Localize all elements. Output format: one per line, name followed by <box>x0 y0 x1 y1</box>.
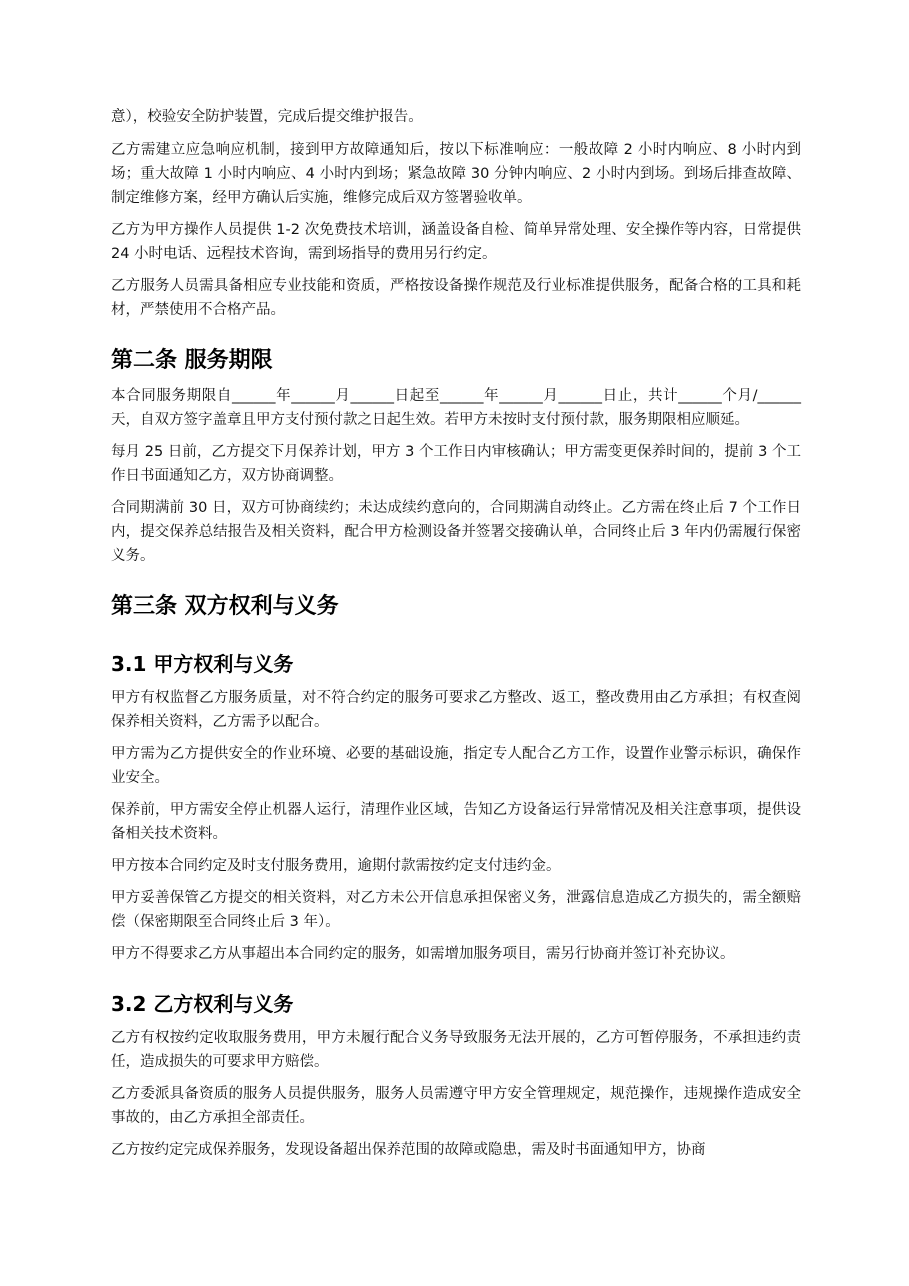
section-heading-service-term: 第二条 服务期限 <box>111 348 273 373</box>
paragraph: 合同期满前 30 日，双方可协商续约；未达成续约意向的，合同期满自动终止。乙方需在终止后 7 个工作日内，提交保养总结报告及相关资料，配合甲方检测设备并签署交接确认单，合同终止后 3 年内仍需履行保密义务。 <box>111 500 801 564</box>
paragraph: 本合同服务期限自______年______月______日起至______年______月______日止，共计______个月/______天，自双方签字盖章且甲方支付预付款之日起生效。若甲方未按时支付预付款，服务期限相应顺延。 <box>111 388 801 428</box>
paragraph: 乙方需建立应急响应机制，接到甲方故障通知后，按以下标准响应：一般故障 2 小时内响应、8 小时内到场；重大故障 1 小时内响应、4 小时内到场；紧急故障 30 分钟内响应、2 小时内到场。到场后排查故障、制定维修方案，经甲方确认后实施，维修完成后双方签署验收单。 <box>111 142 801 206</box>
section-heading-rights-obligations: 第三条 双方权利与义务 <box>111 594 339 619</box>
paragraph: 每月 25 日前，乙方提交下月保养计划，甲方 3 个工作日内审核确认；甲方需变更保养时间的，提前 3 个工作日书面通知乙方，双方协商调整。 <box>111 444 801 484</box>
paragraph: 甲方有权监督乙方服务质量，对不符合约定的服务可要求乙方整改、返工，整改费用由乙方承担；有权查阅保养相关资料，乙方需予以配合。 <box>111 690 801 730</box>
document-body <box>111 105 801 1170</box>
subsection-heading-party-b: 3.2 乙方权利与义务 <box>111 992 294 1016</box>
paragraph: 意），校验安全防护装置，完成后提交维护报告。 <box>111 109 423 125</box>
paragraph: 保养前，甲方需安全停止机器人运行，清理作业区域，告知乙方设备运行异常情况及相关注意事项，提供设备相关技术资料。 <box>111 802 801 842</box>
paragraph: 乙方委派具备资质的服务人员提供服务，服务人员需遵守甲方安全管理规定，规范操作，违规操作造成安全事故的，由乙方承担全部责任。 <box>111 1086 801 1126</box>
paragraph: 甲方需为乙方提供安全的作业环境、必要的基础设施，指定专人配合乙方工作，设置作业警示标识，确保作业安全。 <box>111 746 801 786</box>
paragraph: 甲方按本合同约定及时支付服务费用，逾期付款需按约定支付违约金。 <box>111 858 561 874</box>
paragraph: 甲方妥善保管乙方提交的相关资料，对乙方未公开信息承担保密义务，泄露信息造成乙方损失的，需全额赔偿（保密期限至合同终止后 3 年）。 <box>111 890 801 930</box>
paragraph: 乙方有权按约定收取服务费用，甲方未履行配合义务导致服务无法开展的，乙方可暂停服务，不承担违约责任，造成损失的可要求甲方赔偿。 <box>111 1030 801 1070</box>
subsection-heading-party-a: 3.1 甲方权利与义务 <box>111 652 294 676</box>
paragraph: 乙方按约定完成保养服务，发现设备超出保养范围的故障或隐患，需及时书面通知甲方，协商 <box>111 1142 706 1158</box>
paragraph: 乙方服务人员需具备相应专业技能和资质，严格按设备操作规范及行业标准提供服务，配备合格的工具和耗材，严禁使用不合格产品。 <box>111 278 801 318</box>
paragraph: 甲方不得要求乙方从事超出本合同约定的服务，如需增加服务项目，需另行协商并签订补充协议。 <box>111 946 735 962</box>
paragraph: 乙方为甲方操作人员提供 1-2 次免费技术培训，涵盖设备自检、简单异常处理、安全操作等内容，日常提供 24 小时电话、远程技术咨询，需到场指导的费用另行约定。 <box>111 222 801 262</box>
